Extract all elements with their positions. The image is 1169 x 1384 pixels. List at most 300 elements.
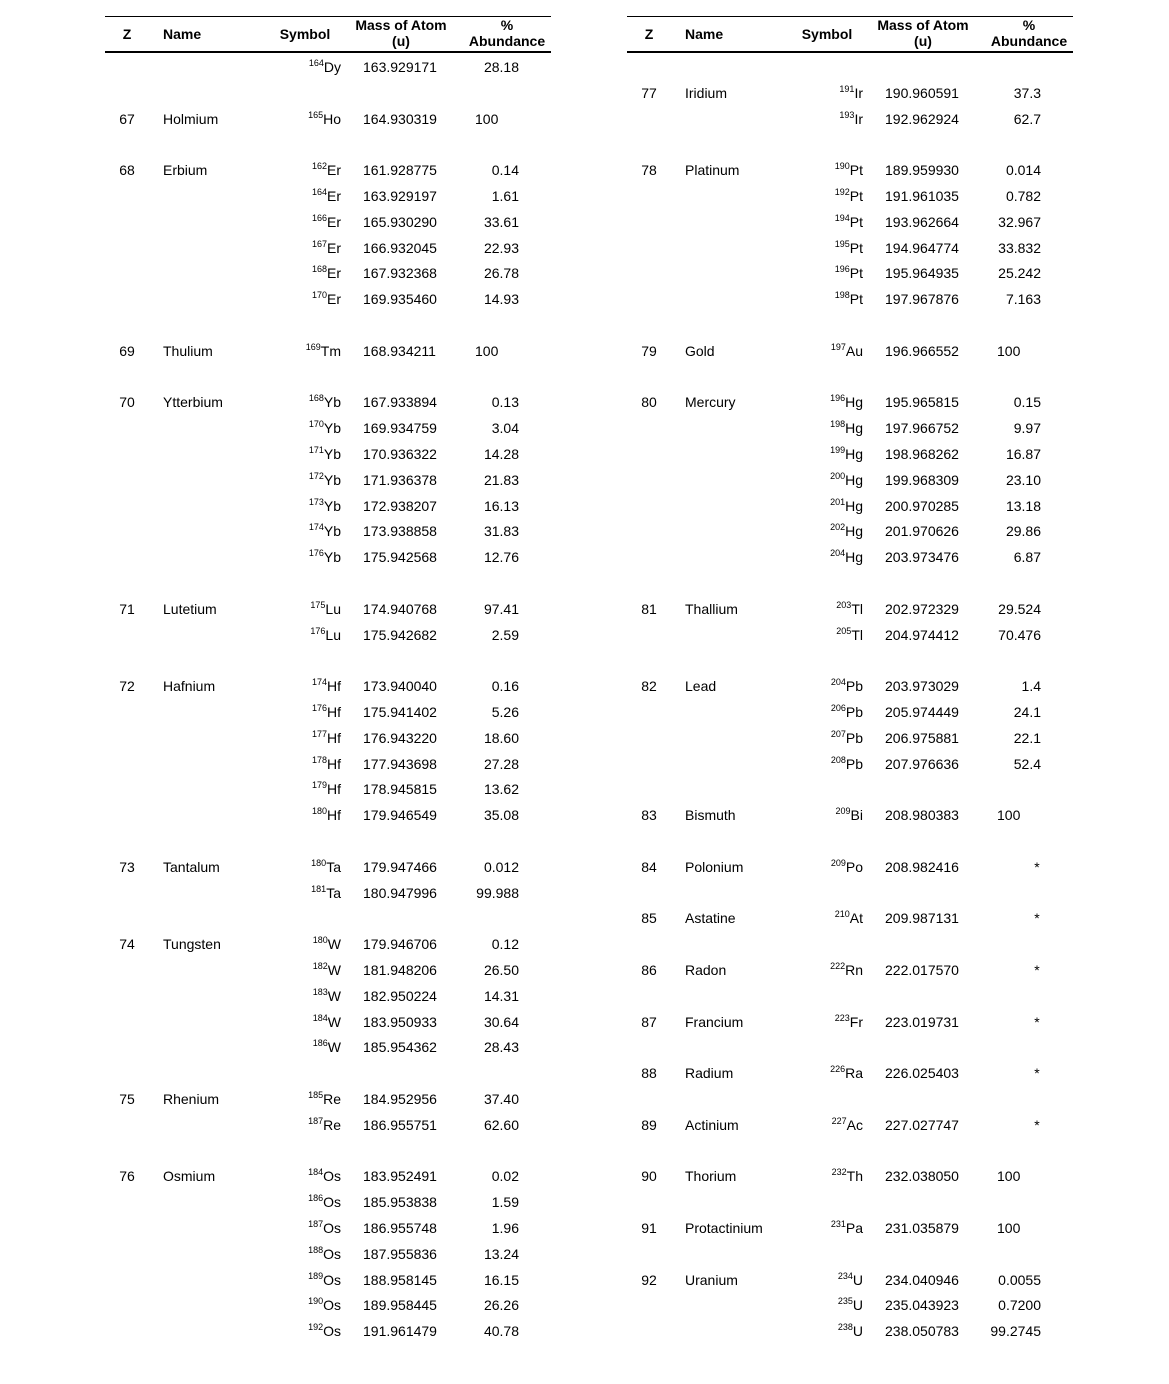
element-symbol: Hf	[327, 678, 341, 695]
element-name: Thorium	[685, 1168, 737, 1185]
atomic-mass: 226.025403	[885, 1065, 959, 1082]
element-name: Erbium	[163, 162, 208, 179]
abundance: 14.28	[483, 446, 519, 462]
abundance: 13.62	[483, 781, 519, 798]
element-symbol: Pb	[845, 755, 863, 772]
atomic-mass: 172.938207	[363, 497, 437, 514]
element-symbol: Os	[323, 1245, 341, 1262]
abundance: 0.13	[491, 394, 519, 411]
atomic-mass: 163.929197	[363, 188, 437, 204]
atomic-mass: 169.935460	[363, 291, 437, 308]
mass-number: 173	[308, 496, 324, 507]
abundance: 62.60	[483, 1116, 519, 1133]
atomic-number: 81	[641, 600, 657, 617]
mass-number: 187	[308, 1115, 324, 1126]
atomic-mass: 171.936378	[363, 471, 437, 488]
atomic-mass: 208.980383	[885, 807, 959, 824]
element-symbol: Tl	[851, 626, 863, 643]
isotope-symbol	[277, 756, 341, 772]
atomic-number: 68	[119, 162, 135, 179]
element-symbol: Ir	[854, 84, 863, 101]
abundance: 5.26	[491, 704, 519, 720]
header-mass-line1: Mass of Atom	[355, 17, 447, 33]
atomic-number: 74	[119, 936, 135, 953]
atomic-mass: 231.035879	[885, 1220, 959, 1236]
isotope-symbol	[277, 962, 341, 978]
atomic-mass: 185.953838	[363, 1194, 437, 1211]
atomic-mass: 161.928775	[363, 162, 437, 179]
mass-number: 210	[834, 909, 850, 920]
isotope-symbol	[799, 188, 863, 204]
atomic-mass: 167.932368	[363, 265, 437, 282]
element-name: Francium	[685, 1013, 744, 1030]
abundance: 0.12	[491, 936, 519, 953]
atomic-mass: 208.982416	[885, 858, 959, 875]
atomic-number: 91	[641, 1220, 657, 1236]
atomic-mass: 204.974412	[885, 626, 959, 643]
atomic-mass: 178.945815	[363, 781, 437, 798]
element-symbol: Pt	[849, 265, 863, 282]
isotope-symbol	[277, 1246, 341, 1262]
atomic-mass: 189.959930	[885, 162, 959, 179]
isotope-symbol	[277, 1091, 341, 1107]
element-symbol: Hf	[327, 781, 341, 798]
abundance: 28.43	[483, 1039, 519, 1056]
mass-number: 180	[311, 857, 327, 868]
element-symbol: Hf	[327, 729, 341, 746]
isotope-symbol	[799, 549, 863, 565]
atomic-mass: 195.964935	[885, 265, 959, 282]
mass-number: 180	[311, 806, 327, 817]
atomic-number: 72	[119, 678, 135, 695]
element-symbol: Th	[846, 1168, 863, 1185]
header-mass-line1: Mass of Atom	[877, 17, 969, 33]
mass-number: 194	[834, 212, 850, 223]
isotope-symbol	[277, 1323, 341, 1339]
element-symbol: Ir	[854, 110, 863, 127]
atomic-number: 78	[641, 162, 657, 179]
mass-number: 199	[830, 445, 846, 455]
element-symbol: Po	[845, 858, 863, 875]
mass-number: 185	[308, 1090, 324, 1100]
mass-number: 176	[311, 703, 327, 713]
isotope-symbol	[799, 1272, 863, 1288]
atomic-number: 69	[119, 342, 135, 359]
header-rule-bottom	[105, 51, 551, 53]
atomic-mass: 189.958445	[363, 1297, 437, 1314]
atomic-mass: 227.027747	[885, 1116, 959, 1133]
abundance: 16.15	[483, 1271, 519, 1288]
abundance: 31.83	[483, 523, 519, 540]
element-symbol: Yb	[323, 471, 341, 488]
abundance: 100	[997, 342, 1021, 359]
isotope-symbol	[799, 807, 863, 823]
isotope-symbol	[799, 1220, 863, 1236]
isotope-symbol	[277, 446, 341, 462]
abundance: 0.02	[491, 1168, 519, 1185]
isotope-symbol	[277, 781, 341, 797]
isotope-symbol	[799, 756, 863, 772]
element-symbol: Ra	[845, 1065, 863, 1082]
atomic-mass: 196.966552	[885, 342, 959, 359]
abundance: 23.10	[1005, 471, 1041, 488]
abundance: 2.59	[491, 626, 519, 643]
abundance: 33.61	[483, 213, 519, 230]
mass-number: 226	[830, 1064, 846, 1075]
atomic-mass: 203.973476	[885, 549, 959, 566]
abundance: 33.832	[998, 239, 1041, 256]
atomic-mass: 205.974449	[885, 704, 959, 720]
element-symbol: Re	[323, 1116, 341, 1133]
isotope-symbol	[277, 420, 341, 436]
isotope-symbol	[799, 962, 863, 978]
element-symbol: Hg	[845, 446, 863, 462]
mass-number: 208	[830, 754, 846, 765]
mass-number: 183	[312, 986, 328, 997]
isotope-symbol	[277, 885, 341, 901]
mass-number: 175	[310, 599, 326, 610]
element-symbol: Hf	[327, 704, 341, 720]
element-name: Holmium	[163, 110, 219, 127]
isotope-symbol	[799, 1117, 863, 1133]
isotope-symbol	[277, 807, 341, 823]
mass-number: 184	[308, 1167, 324, 1178]
mass-number: 188	[308, 1244, 324, 1255]
atomic-mass: 203.973029	[885, 678, 959, 695]
element-symbol: Au	[845, 342, 863, 359]
abundance: 14.93	[483, 291, 519, 308]
atomic-mass: 179.946549	[363, 807, 437, 824]
abundance: *	[1034, 910, 1040, 927]
element-symbol: Re	[323, 1091, 341, 1107]
element-symbol: W	[327, 1013, 341, 1030]
abundance: 100	[997, 1168, 1021, 1185]
mass-number: 223	[834, 1012, 850, 1023]
abundance: 22.93	[483, 239, 519, 256]
atomic-mass: 176.943220	[363, 729, 437, 746]
mass-number: 202	[830, 522, 846, 533]
mass-number: 204	[830, 548, 846, 559]
header-mass	[867, 17, 979, 49]
abundance: 9.97	[1013, 420, 1041, 437]
mass-number: 169	[305, 341, 321, 352]
element-symbol: Lu	[325, 600, 341, 617]
atomic-mass: 164.930319	[363, 110, 437, 127]
table-left	[105, 16, 551, 1356]
atomic-mass: 175.942682	[363, 626, 437, 643]
mass-number: 192	[834, 187, 850, 197]
mass-number: 193	[839, 109, 855, 120]
isotope-symbol	[799, 910, 863, 926]
atomic-mass: 163.929171	[363, 59, 437, 75]
isotope-symbol	[799, 420, 863, 436]
abundance: 0.15	[1013, 394, 1041, 411]
mass-number: 198	[834, 290, 850, 301]
atomic-mass: 168.934211	[363, 342, 436, 359]
element-name: Platinum	[685, 162, 740, 179]
abundance: *	[1034, 962, 1040, 978]
atomic-number: 88	[641, 1065, 657, 1082]
atomic-mass: 167.933894	[363, 394, 437, 411]
element-name: Hafnium	[163, 678, 216, 695]
isotope-symbol	[277, 59, 341, 75]
element-symbol: Pt	[849, 291, 863, 308]
abundance: *	[1034, 1013, 1040, 1030]
header-rule-bottom	[627, 51, 1073, 53]
atomic-mass: 197.966752	[885, 420, 959, 437]
mass-number: 168	[308, 393, 324, 404]
element-symbol: Os	[323, 1271, 341, 1288]
element-symbol: Os	[323, 1194, 341, 1211]
isotope-symbol	[277, 343, 341, 359]
isotope-symbol	[277, 1194, 341, 1210]
atomic-mass: 190.960591	[885, 84, 959, 101]
mass-number: 222	[830, 961, 846, 971]
mass-number: 181	[311, 883, 327, 894]
atomic-number: 85	[641, 910, 657, 927]
atomic-number: 77	[641, 84, 657, 101]
atomic-mass: 187.955836	[363, 1245, 437, 1262]
abundance: *	[1034, 1065, 1040, 1082]
mass-number: 174	[308, 522, 324, 533]
mass-number: 166	[311, 212, 327, 223]
element-symbol: W	[327, 1039, 341, 1056]
mass-number: 238	[837, 1322, 853, 1333]
element-symbol: Pt	[849, 213, 863, 230]
mass-number: 189	[308, 1270, 324, 1281]
atomic-mass: 195.965815	[885, 394, 959, 411]
isotope-symbol	[277, 162, 341, 178]
abundance: 37.40	[483, 1091, 519, 1107]
atomic-mass: 183.952491	[363, 1168, 437, 1185]
header-abundance-line2: Abundance	[468, 33, 546, 49]
atomic-mass: 173.938858	[363, 523, 437, 540]
isotope-symbol	[799, 291, 863, 307]
mass-number: 209	[835, 806, 851, 817]
abundance: 28.18	[483, 59, 519, 75]
mass-number: 174	[311, 677, 327, 688]
header-abundance	[984, 17, 1074, 49]
element-symbol: Pb	[845, 678, 863, 695]
abundance: 14.31	[483, 987, 519, 1004]
atomic-mass: 197.967876	[885, 291, 959, 308]
element-symbol: Yb	[323, 394, 341, 411]
atomic-number: 87	[641, 1013, 657, 1030]
element-name: Iridium	[685, 84, 728, 101]
atomic-mass: 188.958145	[363, 1271, 437, 1288]
abundance: 97.41	[483, 600, 519, 617]
atomic-mass: 234.040946	[885, 1271, 959, 1288]
isotope-symbol	[277, 214, 341, 230]
element-name: Astatine	[685, 910, 736, 927]
abundance: 3.04	[491, 420, 519, 437]
element-symbol: Rn	[845, 962, 863, 978]
atomic-mass: 177.943698	[363, 755, 437, 772]
element-symbol: Er	[327, 265, 341, 282]
atomic-number: 67	[119, 110, 135, 127]
abundance: 26.78	[483, 265, 519, 282]
element-symbol: Yb	[323, 497, 341, 514]
mass-number: 195	[834, 238, 850, 249]
atomic-mass: 165.930290	[363, 213, 437, 230]
atomic-mass: 200.970285	[885, 497, 959, 514]
mass-number: 192	[308, 1322, 324, 1333]
header-mass	[345, 17, 457, 49]
abundance: 99.2745	[990, 1323, 1041, 1340]
mass-number: 209	[830, 857, 846, 868]
abundance: 1.61	[491, 188, 519, 204]
isotope-symbol	[277, 1039, 341, 1055]
atomic-mass: 222.017570	[885, 962, 959, 978]
mass-number: 203	[836, 599, 852, 610]
element-symbol: U	[852, 1271, 863, 1288]
mass-number: 190	[308, 1296, 324, 1307]
abundance: *	[1034, 1116, 1040, 1133]
element-name: Thulium	[163, 342, 213, 359]
isotope-symbol	[277, 523, 341, 539]
element-name: Lead	[685, 678, 717, 695]
atomic-number: 75	[119, 1091, 135, 1107]
atomic-mass: 194.964774	[885, 239, 959, 256]
element-name: Osmium	[163, 1168, 216, 1185]
atomic-number: 92	[641, 1271, 657, 1288]
mass-number: 170	[308, 419, 324, 430]
atomic-mass: 223.019731	[885, 1013, 959, 1030]
isotope-symbol	[277, 549, 341, 565]
mass-number: 176	[308, 548, 324, 559]
isotope-symbol	[799, 240, 863, 256]
element-symbol: Er	[327, 162, 341, 179]
mass-number: 235	[837, 1296, 853, 1307]
isotope-symbol	[799, 1168, 863, 1184]
element-symbol: Pt	[849, 162, 863, 179]
mass-number: 184	[312, 1012, 328, 1023]
atomic-mass: 186.955748	[363, 1220, 437, 1236]
element-symbol: Er	[327, 291, 341, 308]
atomic-number: 86	[641, 962, 657, 978]
abundance: 1.96	[491, 1220, 519, 1236]
abundance: 27.28	[483, 755, 519, 772]
element-symbol: At	[849, 910, 863, 927]
element-name: Protactinium	[685, 1220, 763, 1236]
isotope-symbol	[799, 704, 863, 720]
atomic-number: 90	[641, 1168, 657, 1185]
element-symbol: Ho	[323, 110, 341, 127]
isotope-symbol	[277, 936, 341, 952]
abundance: 13.24	[483, 1245, 519, 1262]
isotope-symbol	[799, 111, 863, 127]
element-symbol: Hf	[327, 807, 341, 824]
element-name: Ytterbium	[163, 394, 223, 411]
element-symbol: U	[852, 1323, 863, 1340]
mass-number: 170	[311, 290, 327, 301]
abundance: 21.83	[483, 471, 519, 488]
element-symbol: Pb	[845, 704, 863, 720]
header-z: Z	[122, 26, 132, 42]
element-name: Uranium	[685, 1271, 738, 1288]
atomic-mass: 170.936322	[363, 446, 437, 462]
element-symbol: W	[327, 962, 341, 978]
mass-number: 178	[311, 754, 327, 765]
mass-number: 206	[830, 703, 846, 713]
isotope-symbol	[799, 472, 863, 488]
mass-number: 180	[312, 935, 328, 946]
mass-number: 171	[308, 445, 324, 455]
element-symbol: Er	[327, 239, 341, 256]
abundance: 100	[475, 110, 499, 127]
atomic-number: 76	[119, 1168, 135, 1185]
mass-number: 168	[311, 264, 327, 275]
element-symbol: Ac	[846, 1116, 863, 1133]
mass-number: 172	[308, 470, 324, 481]
element-name: Bismuth	[685, 807, 736, 824]
isotope-symbol	[277, 704, 341, 720]
isotope-symbol	[799, 1014, 863, 1030]
element-symbol: Er	[327, 213, 341, 230]
mass-number: 232	[831, 1167, 847, 1178]
element-symbol: W	[327, 987, 341, 1004]
mass-number: 200	[830, 470, 846, 481]
element-symbol: Fr	[849, 1013, 863, 1030]
element-symbol: Yb	[323, 446, 341, 462]
abundance: 40.78	[483, 1323, 519, 1340]
element-symbol: Pt	[849, 239, 863, 256]
isotope-symbol	[799, 1065, 863, 1081]
element-symbol: Pb	[845, 729, 863, 746]
atomic-mass: 235.043923	[885, 1297, 959, 1314]
header-abundance-line1: %	[1022, 17, 1036, 33]
abundance: 1.59	[491, 1194, 519, 1211]
mass-number: 186	[308, 1193, 324, 1204]
abundance: 37.3	[1013, 84, 1041, 101]
mass-number: 186	[312, 1038, 328, 1049]
element-name: Rhenium	[163, 1091, 220, 1107]
atomic-mass: 186.955751	[363, 1116, 437, 1133]
isotope-symbol	[277, 1297, 341, 1313]
element-symbol: Os	[323, 1220, 341, 1236]
isotope-symbol	[799, 85, 863, 101]
abundance: 32.967	[998, 213, 1041, 230]
isotope-symbol	[799, 1323, 863, 1339]
atomic-mass: 179.947466	[363, 858, 437, 875]
abundance: 100	[475, 342, 499, 359]
element-name: Polonium	[685, 858, 744, 875]
element-symbol: Ta	[326, 884, 341, 901]
atomic-number: 82	[641, 678, 657, 695]
atomic-number: 89	[641, 1116, 657, 1133]
abundance: 0.7200	[998, 1297, 1041, 1314]
element-symbol: U	[852, 1297, 863, 1314]
mass-number: 207	[830, 728, 846, 739]
isotope-symbol	[277, 265, 341, 281]
element-name: Tantalum	[163, 858, 220, 875]
element-symbol: Tm	[320, 342, 341, 359]
atomic-number: 70	[119, 394, 135, 411]
abundance: 1.4	[1021, 678, 1041, 695]
atomic-mass: 206.975881	[885, 729, 959, 746]
abundance: 0.014	[1005, 162, 1041, 179]
mass-number: 197	[830, 341, 846, 352]
mass-number: 162	[311, 161, 327, 172]
element-symbol: Yb	[323, 549, 341, 566]
atomic-number: 83	[641, 807, 657, 824]
element-symbol: Os	[323, 1297, 341, 1314]
mass-number: 205	[836, 625, 852, 636]
element-symbol: Hg	[845, 420, 863, 437]
isotope-symbol	[799, 214, 863, 230]
abundance: 24.1	[1013, 704, 1041, 720]
mass-number: 196	[834, 264, 850, 275]
